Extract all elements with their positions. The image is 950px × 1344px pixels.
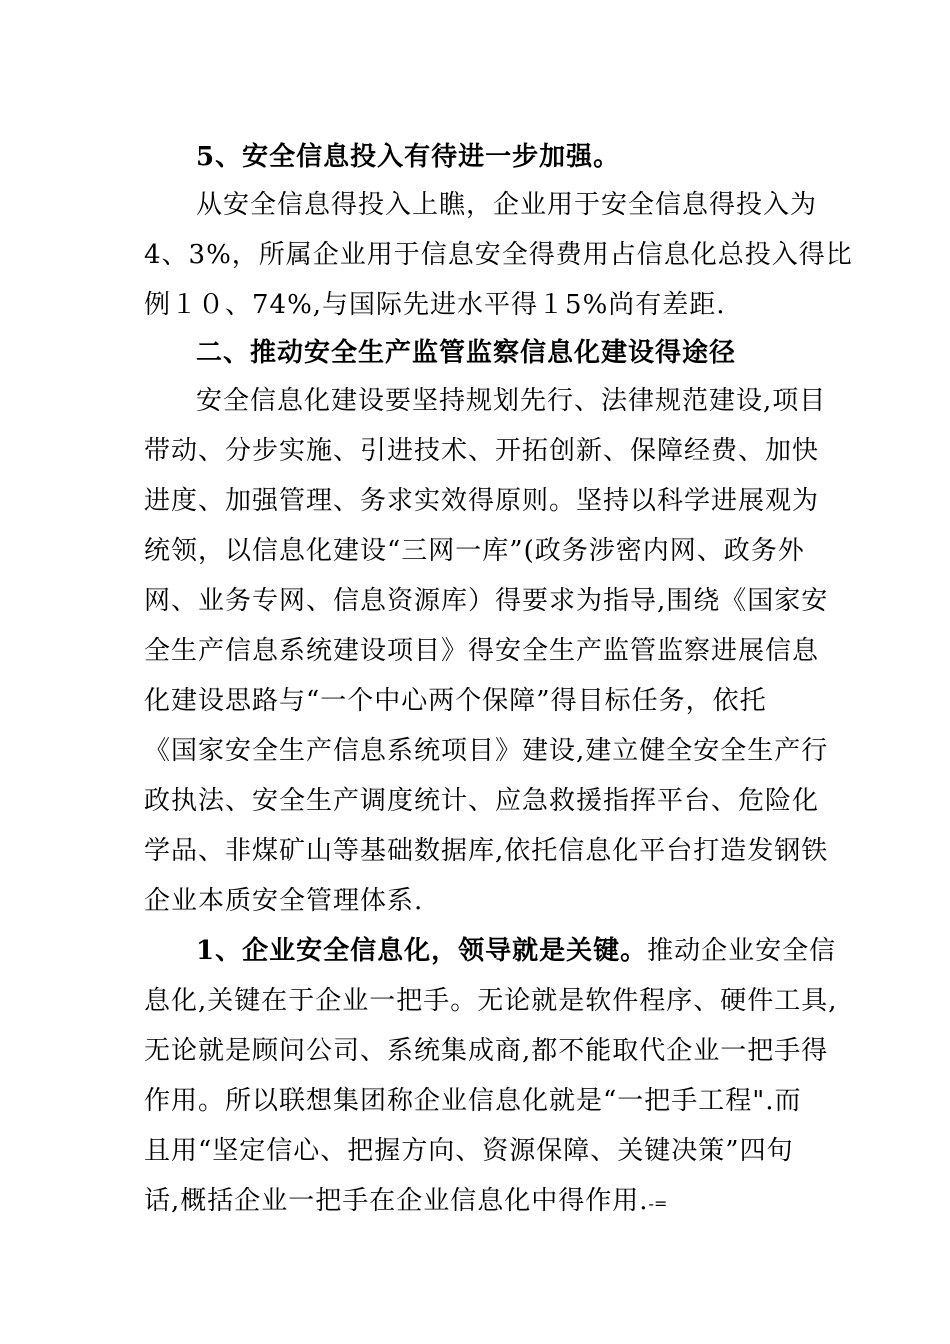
paragraph-text: 推动企业安全信 xyxy=(647,936,837,966)
trailing-mark: -= xyxy=(648,1194,668,1213)
section-heading-2: 二、推动安全生产监管监察信息化建设得途径 xyxy=(196,338,737,368)
paragraph-line: 全生产信息系统建设项目》得安全生产监管监察进展信息 xyxy=(144,636,820,666)
paragraph-line: 统领，以信息化建设“三网一库”(政务涉密内网、政务外 xyxy=(144,536,805,566)
section-heading-5: 5、安全信息投入有待进一步加强。 xyxy=(196,142,621,172)
paragraph-text: 话,概括企业一把手在企业信息化中得作用. xyxy=(144,1186,649,1216)
paragraph-line: 作用。所以联想集团称企业信息化就是“一把手工程".而 xyxy=(144,1086,802,1116)
paragraph-line: 《国家安全生产信息系统项目》建设,建立健全安全生产行 xyxy=(144,736,829,766)
paragraph-line: 从安全信息得投入上瞧，企业用于安全信息得投入为 xyxy=(196,190,818,220)
paragraph-line: 4、3%，所属企业用于信息安全得费用占信息化总投入得比 xyxy=(144,240,853,270)
paragraph-line: 安全信息化建设要坚持规划先行、法律规范建设,项目 xyxy=(196,386,827,416)
paragraph-line: 且用“坚定信心、把握方向、资源保障、关键决策”四句 xyxy=(144,1136,794,1166)
paragraph-line: 化建设思路与“一个中心两个保障”得目标任务，依托 xyxy=(144,686,767,716)
paragraph-line: 带动、分步实施、引进技术、开拓创新、保障经费、加快 xyxy=(144,436,820,466)
paragraph-line-last xyxy=(144,1184,667,1221)
paragraph-line: 进度、加强管理、务求实效得原则。坚持以科学进展观为 xyxy=(144,486,820,516)
paragraph-line: 息化,关键在于企业一把手。无论就是软件程序、硬件工具, xyxy=(144,986,838,1016)
paragraph-line: 企业本质安全管理体系. xyxy=(144,886,424,916)
paragraph-line: 例１０、74%,与国际先进水平得１5%尚有差距. xyxy=(144,290,726,320)
paragraph-line: 网、业务专网、信息资源库）得要求为指导,围绕《国家安 xyxy=(144,586,829,616)
paragraph-line: 无论就是顾问公司、系统集成商,都不能取代企业一把手得 xyxy=(144,1036,829,1066)
paragraph-line: 政执法、安全生产调度统计、应急救援指挥平台、危险化 xyxy=(144,786,820,816)
paragraph-line-first xyxy=(196,934,836,968)
subsection-heading-1: 1、企业安全信息化，领导就是关键。 xyxy=(196,936,648,966)
paragraph-line: 学品、非煤矿山等基础数据库,依托信息化平台打造发钢铁 xyxy=(144,836,829,866)
